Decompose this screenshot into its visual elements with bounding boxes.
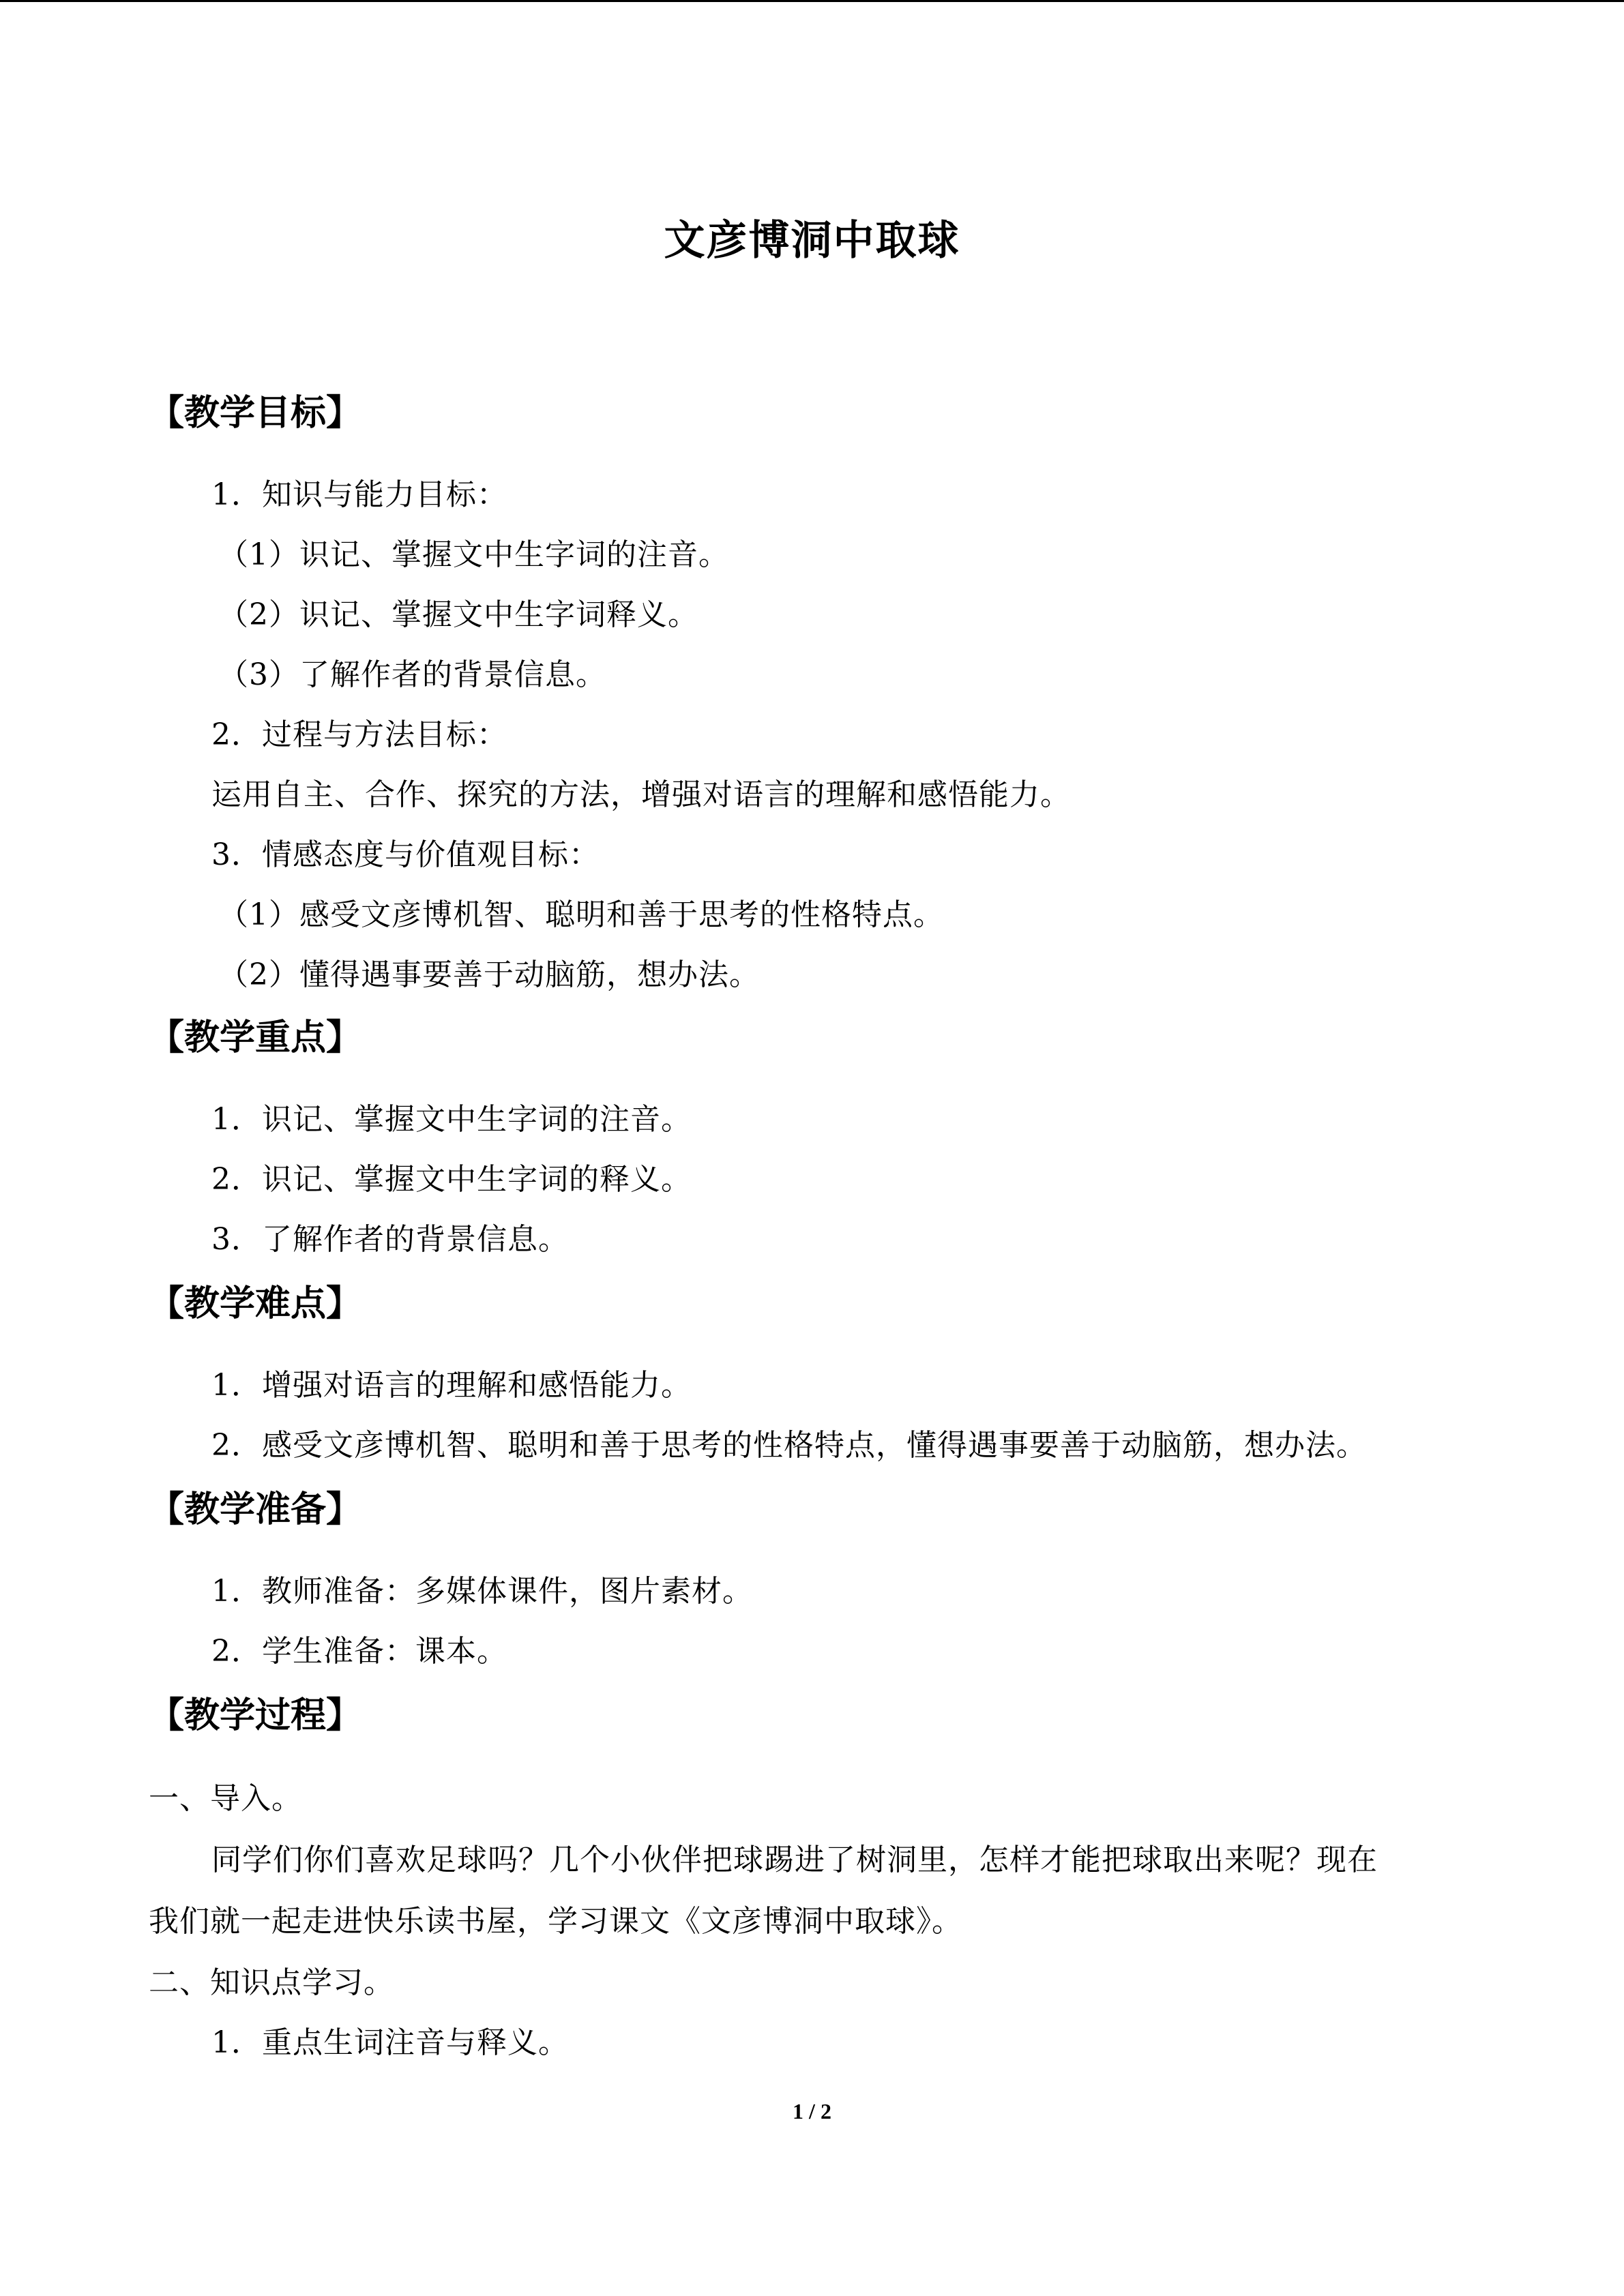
process-line: 同学们你们喜欢足球吗？几个小伙伴把球踢进了树洞里，怎样才能把球取出来呢？现在 bbox=[211, 1843, 1378, 1877]
document-title: 文彦博洞中取球 bbox=[664, 217, 960, 265]
objectives-line: （1）识记、掌握文中生字词的注音。 bbox=[218, 537, 729, 572]
objectives-line: （2）懂得遇事要善于动脑筋，想办法。 bbox=[218, 957, 760, 992]
preparation-line: 1．教师准备：多媒体课件，图片素材。 bbox=[211, 1574, 753, 1609]
difficulties-line: 1．增强对语言的理解和感悟能力。 bbox=[211, 1368, 692, 1403]
objectives-line: 运用自主、合作、探究的方法，增强对语言的理解和感悟能力。 bbox=[211, 777, 1071, 812]
preparation-line: 2．学生准备：课本。 bbox=[211, 1634, 507, 1669]
section-heading-objectives: 【教学目标】 bbox=[149, 393, 362, 434]
process-line: 二、知识点学习。 bbox=[149, 1965, 394, 2000]
difficulties-line: 2．感受文彦博机智、聪明和善于思考的性格特点，懂得遇事要善于动脑筋，想办法。 bbox=[211, 1428, 1367, 1463]
key-points-line: 1．识记、掌握文中生字词的注音。 bbox=[211, 1102, 692, 1137]
objectives-line: 2．过程与方法目标： bbox=[211, 717, 507, 752]
objectives-line: （3）了解作者的背景信息。 bbox=[218, 657, 606, 692]
objectives-line: 1．知识与能力目标： bbox=[211, 477, 507, 512]
process-line: 一、导入。 bbox=[149, 1781, 302, 1816]
objectives-line: （1）感受文彦博机智、聪明和善于思考的性格特点。 bbox=[218, 897, 944, 932]
page-number: 1 / 2 bbox=[793, 2099, 831, 2123]
section-heading-key-points: 【教学重点】 bbox=[149, 1017, 362, 1058]
key-points-line: 3．了解作者的背景信息。 bbox=[211, 1222, 569, 1257]
section-heading-preparation: 【教学准备】 bbox=[149, 1489, 362, 1530]
key-points-line: 2．识记、掌握文中生字词的释义。 bbox=[211, 1162, 692, 1197]
process-line: 我们就一起走进快乐读书屋，学习课文《文彦博洞中取球》。 bbox=[149, 1904, 962, 1939]
section-heading-process: 【教学过程】 bbox=[149, 1695, 362, 1736]
process-line: 1．重点生词注音与释义。 bbox=[211, 2025, 569, 2060]
objectives-line: （2）识记、掌握文中生字词释义。 bbox=[218, 597, 698, 632]
section-heading-difficulties: 【教学难点】 bbox=[149, 1283, 362, 1324]
objectives-line: 3．情感态度与价值观目标： bbox=[211, 837, 600, 872]
